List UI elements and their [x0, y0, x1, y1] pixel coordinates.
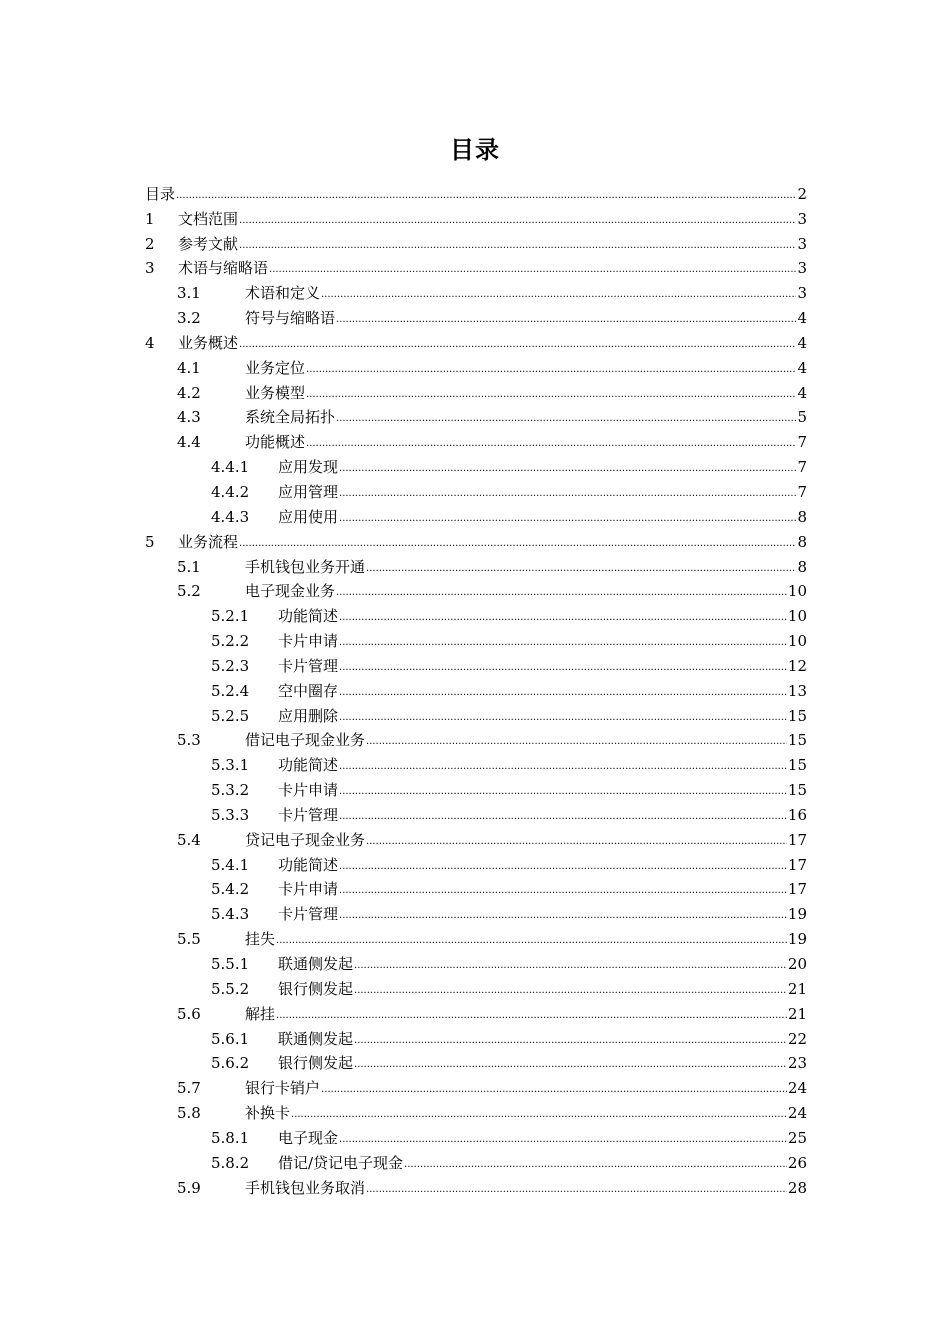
toc-dot-leader	[366, 736, 787, 749]
toc-entry-title: 功能简述	[278, 607, 339, 626]
toc-dot-leader	[336, 587, 787, 600]
toc-entry-title: 贷记电子现金业务	[245, 830, 366, 849]
toc-entry[interactable]	[145, 379, 807, 404]
toc-entry-page: 24	[787, 1079, 807, 1098]
toc-entry-page: 3	[797, 284, 807, 303]
toc-entry-page: 17	[787, 830, 807, 849]
toc-entry-page: 10	[787, 632, 807, 651]
toc-entry-page: 7	[797, 482, 807, 501]
toc-entry-page: 3	[797, 209, 807, 228]
toc-dot-leader	[239, 339, 796, 352]
toc-entry-page: 16	[787, 805, 807, 824]
toc-entry-number: 4.4.1	[211, 458, 250, 477]
toc-entry[interactable]	[145, 677, 807, 702]
toc-entry-page: 4	[797, 383, 807, 402]
toc-entry-number: 5.4.2	[211, 880, 250, 899]
toc-dot-leader	[306, 389, 796, 402]
toc-entry-number: 5.2.2	[211, 632, 250, 651]
toc-entry-page: 8	[797, 507, 807, 526]
toc-dot-leader	[354, 960, 787, 973]
toc-dot-leader	[336, 413, 796, 426]
toc-entry-number: 2	[145, 234, 155, 253]
toc-entry-page: 4	[797, 333, 807, 352]
toc-dot-leader	[339, 662, 787, 675]
toc-entry-page: 4	[797, 358, 807, 377]
toc-entry[interactable]	[145, 1124, 807, 1149]
toc-dot-leader	[339, 513, 796, 526]
toc-entry-title: 银行卡销户	[245, 1079, 321, 1098]
toc-entry-title: 联通侧发起	[278, 1029, 354, 1048]
toc-entry-number: 3	[145, 259, 155, 278]
toc-dot-leader	[354, 1035, 787, 1048]
toc-dot-leader	[339, 637, 787, 650]
toc-entry-title: 借记电子现金业务	[245, 731, 366, 750]
toc-entry-page: 4	[797, 309, 807, 328]
toc-entry-page: 19	[787, 905, 807, 924]
toc-dot-leader	[306, 438, 796, 451]
toc-entry-number: 4.4	[177, 433, 201, 452]
toc-entry-number: 5	[145, 532, 155, 551]
toc-entry-title: 业务流程	[178, 532, 239, 551]
toc-dot-leader	[276, 1010, 787, 1023]
toc-entry-page: 5	[797, 408, 807, 427]
toc-entry-number: 4.3	[177, 408, 201, 427]
toc-entry-page: 15	[787, 706, 807, 725]
toc-dot-leader	[321, 289, 796, 302]
toc-entry-title: 联通侧发起	[278, 955, 354, 973]
toc-entry-number: 5.5.2	[211, 979, 250, 998]
toc-entry-title: 应用使用	[278, 507, 339, 526]
toc-entry-page: 25	[787, 1128, 807, 1147]
toc-dot-leader	[176, 190, 796, 203]
toc-dot-leader	[366, 836, 787, 849]
toc-entry-number: 5.5	[177, 930, 201, 949]
toc-entry[interactable]	[145, 776, 807, 801]
toc-entry-number: 5.6	[177, 1004, 201, 1023]
toc-entry-number: 3.2	[177, 309, 201, 328]
toc-entry-page: 8	[797, 532, 807, 551]
toc-dot-leader	[404, 1159, 787, 1172]
toc-dot-leader	[321, 1084, 787, 1097]
toc-entry-number: 1	[145, 209, 155, 228]
toc-entry-number: 4.1	[177, 358, 201, 377]
toc-entry-number: 4	[145, 333, 155, 352]
toc-entry[interactable]	[145, 205, 807, 230]
toc-entry[interactable]	[145, 702, 807, 727]
toc-entry-title: 功能概述	[245, 433, 306, 452]
toc-entry-page: 21	[787, 979, 807, 998]
toc-dot-leader	[339, 687, 787, 700]
toc-entry-number: 5.2.5	[211, 706, 250, 725]
toc-dot-leader	[354, 985, 787, 998]
toc-entry-number: 4.4.3	[211, 507, 250, 526]
toc-dot-leader	[339, 861, 787, 874]
toc-entry-title: 文档范围	[178, 209, 239, 228]
toc-entry-page: 22	[787, 1029, 807, 1048]
toc-entry-title: 目录	[145, 184, 176, 203]
toc-entry-number: 5.7	[177, 1079, 201, 1098]
toc-entry[interactable]	[145, 404, 807, 429]
toc-entry-title: 卡片管理	[278, 656, 339, 675]
toc-entry[interactable]	[145, 602, 807, 627]
toc-entry[interactable]	[145, 627, 807, 652]
toc-entry[interactable]	[145, 851, 807, 876]
toc-entry-number: 4.4.2	[211, 482, 250, 501]
toc-entry-number: 5.3	[177, 731, 201, 750]
toc-entry[interactable]	[145, 329, 807, 354]
toc-entry-number: 5.3.1	[211, 756, 250, 775]
toc-entry-number: 4.2	[177, 383, 201, 402]
toc-entry-number: 5.2.4	[211, 681, 250, 700]
toc-entry[interactable]	[145, 503, 807, 528]
toc-entry[interactable]	[145, 751, 807, 776]
toc-entry-title: 系统全局拓扑	[245, 408, 336, 427]
toc-entry-page: 7	[797, 458, 807, 477]
toc-entry-page: 10	[787, 582, 807, 601]
toc-entry-number: 5.4.3	[211, 905, 250, 924]
toc-entry-number: 5.2.1	[211, 607, 250, 626]
toc-entry-number: 5.8.1	[211, 1128, 250, 1147]
toc-entry[interactable]	[145, 528, 807, 553]
toc-entry-title: 应用删除	[278, 706, 339, 725]
toc-entry[interactable]	[145, 925, 807, 950]
toc-entry-title: 符号与缩略语	[245, 309, 336, 328]
toc-entry-page: 26	[787, 1153, 807, 1172]
toc-entry[interactable]	[145, 801, 807, 826]
toc-dot-leader	[239, 538, 796, 551]
toc-entry[interactable]	[145, 578, 807, 603]
toc-dot-leader	[276, 935, 787, 948]
toc-entry-page: 28	[787, 1178, 807, 1197]
toc-entry-number: 5.6.1	[211, 1029, 250, 1048]
toc-entry-number: 5.2	[177, 582, 201, 601]
toc-entry-title: 电子现金业务	[245, 582, 336, 601]
toc-entry-number: 5.9	[177, 1178, 201, 1197]
toc-entry[interactable]	[145, 876, 807, 901]
toc-dot-leader	[339, 712, 787, 725]
toc-dot-leader	[339, 1134, 787, 1147]
toc-dot-leader	[339, 488, 796, 501]
toc-entry[interactable]	[145, 826, 807, 851]
toc-entry-number: 5.3.3	[211, 805, 250, 824]
toc-entry-title: 空中圈存	[278, 681, 339, 700]
toc-entry-number: 5.1	[177, 557, 201, 576]
toc-entry[interactable]	[145, 428, 807, 453]
toc-entry-title: 挂失	[245, 930, 276, 949]
toc-entry[interactable]	[145, 180, 807, 205]
toc-entry[interactable]	[145, 1174, 807, 1199]
toc-entry-number: 5.5.1	[211, 955, 250, 973]
toc-dot-leader	[339, 463, 796, 476]
toc-entry-title: 卡片管理	[278, 805, 339, 824]
toc-entry-title: 应用发现	[278, 458, 339, 477]
toc-entry-number: 5.8.2	[211, 1153, 250, 1172]
toc-dot-leader	[366, 1184, 787, 1197]
toc-entry[interactable]	[145, 950, 807, 975]
toc-entry[interactable]	[145, 727, 807, 752]
toc-entry-title: 借记/贷记电子现金	[278, 1153, 404, 1172]
toc-entry-page: 17	[787, 855, 807, 874]
toc-entry-title: 参考文献	[178, 234, 239, 253]
toc-dot-leader	[339, 885, 787, 898]
toc-entry-title: 手机钱包业务取消	[245, 1178, 366, 1197]
toc-dot-leader	[291, 1109, 787, 1122]
toc-entry[interactable]	[145, 255, 807, 280]
toc-entry-number: 5.2.3	[211, 656, 250, 675]
toc-entry-title: 业务定位	[245, 358, 306, 377]
toc-dot-leader	[339, 786, 787, 799]
toc-dot-leader	[354, 1059, 787, 1072]
toc-entry-title: 业务概述	[178, 333, 239, 352]
toc-entry[interactable]	[145, 1099, 807, 1124]
toc-entry-title: 业务模型	[245, 383, 306, 402]
toc-dot-leader	[306, 364, 796, 377]
toc-entry-number: 5.8	[177, 1104, 201, 1123]
toc-entry-page: 20	[787, 955, 807, 973]
toc-dot-leader	[269, 264, 796, 277]
toc-entry[interactable]	[145, 1000, 807, 1025]
toc-entry-title: 卡片申请	[278, 880, 339, 899]
toc-entry-title: 术语和定义	[245, 284, 321, 303]
toc-entry[interactable]	[145, 553, 807, 578]
toc-dot-leader	[336, 314, 796, 327]
toc-entry-page: 15	[787, 731, 807, 750]
toc-dot-leader	[339, 910, 787, 923]
toc-entry[interactable]	[145, 354, 807, 379]
toc-entry-title: 银行侧发起	[278, 1054, 354, 1073]
toc-entry-number: 5.6.2	[211, 1054, 250, 1073]
toc-entry-number: 5.4	[177, 830, 201, 849]
toc-dot-leader	[239, 240, 796, 253]
toc-entry-page: 10	[787, 607, 807, 626]
toc-entry[interactable]	[145, 652, 807, 677]
toc-dot-leader	[239, 215, 796, 228]
toc-entry-number: 5.4.1	[211, 855, 250, 874]
toc-entry-title: 功能简述	[278, 756, 339, 775]
toc-dot-leader	[339, 612, 787, 625]
toc-entry-title: 电子现金	[278, 1128, 339, 1147]
toc-entry-page: 3	[797, 234, 807, 253]
toc-entry-title: 卡片申请	[278, 781, 339, 800]
toc-entry-title: 银行侧发起	[278, 979, 354, 998]
toc-entry-number: 3.1	[177, 284, 201, 303]
toc-entry[interactable]	[145, 1074, 807, 1099]
toc-entry-page: 23	[787, 1054, 807, 1073]
toc-entry-page: 19	[787, 930, 807, 949]
toc-entry-page: 13	[787, 681, 807, 700]
toc-entry-page: 17	[787, 880, 807, 899]
toc-entry-title: 卡片管理	[278, 905, 339, 924]
toc-entry[interactable]	[145, 900, 807, 925]
toc-dot-leader	[339, 761, 787, 774]
toc-entry-number: 5.3.2	[211, 781, 250, 800]
toc-entry[interactable]	[145, 304, 807, 329]
toc-entry-page: 12	[787, 656, 807, 675]
toc-dot-leader	[339, 811, 787, 824]
table-of-contents	[145, 180, 807, 1199]
toc-entry-title: 解挂	[245, 1004, 276, 1023]
toc-entry-page: 7	[797, 433, 807, 452]
page-title: 目录	[450, 136, 500, 164]
toc-entry-page: 15	[787, 756, 807, 775]
toc-entry[interactable]	[145, 478, 807, 503]
toc-entry[interactable]	[145, 279, 807, 304]
toc-entry-title: 应用管理	[278, 482, 339, 501]
toc-entry[interactable]	[145, 975, 807, 1000]
toc-entry-title: 术语与缩略语	[178, 259, 269, 278]
toc-entry[interactable]	[145, 230, 807, 255]
toc-entry-page: 21	[787, 1004, 807, 1023]
toc-dot-leader	[366, 563, 796, 576]
toc-entry[interactable]	[145, 1149, 807, 1174]
toc-entry-page: 15	[787, 781, 807, 800]
toc-entry-page: 3	[797, 259, 807, 278]
toc-entry-title: 补换卡	[245, 1104, 291, 1123]
toc-entry-page: 8	[797, 557, 807, 576]
toc-entry[interactable]	[145, 453, 807, 478]
toc-entry[interactable]	[145, 1050, 807, 1075]
toc-entry-page: 2	[797, 184, 807, 203]
toc-entry[interactable]	[145, 1025, 807, 1050]
toc-entry-title: 手机钱包业务开通	[245, 557, 366, 576]
toc-entry-title: 功能简述	[278, 855, 339, 874]
toc-entry-title: 卡片申请	[278, 632, 339, 651]
toc-entry-page: 24	[787, 1104, 807, 1123]
